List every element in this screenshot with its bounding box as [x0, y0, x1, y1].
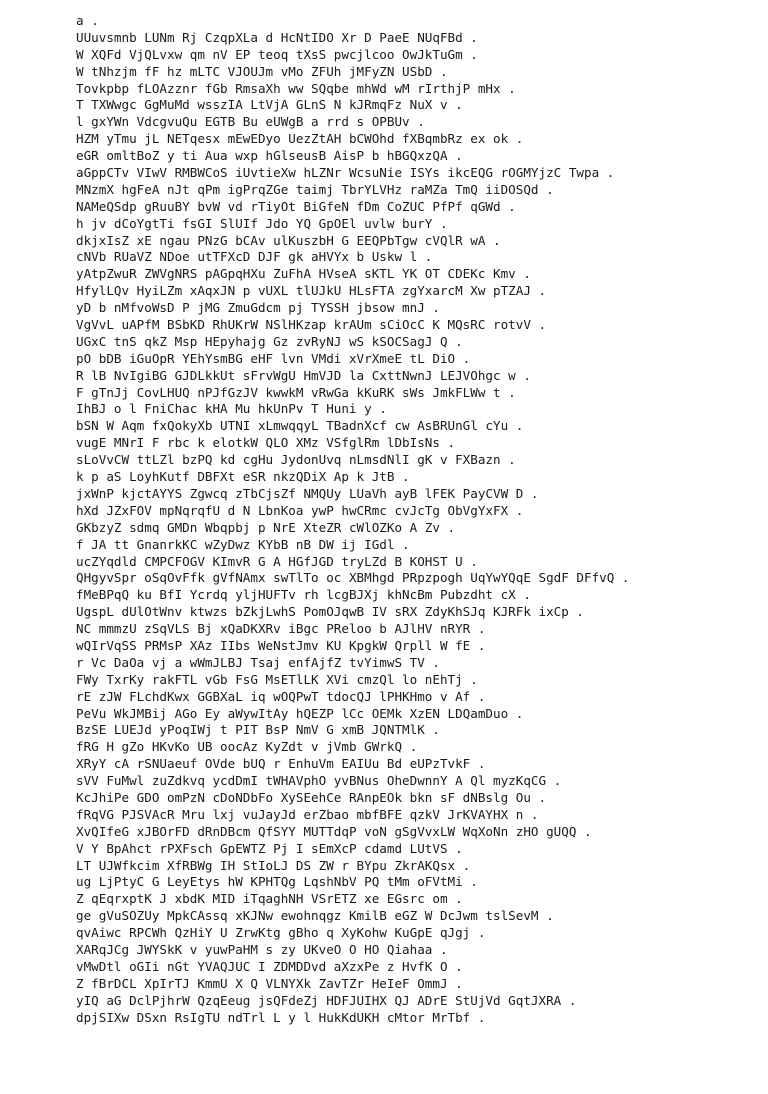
text-line: jxWnP kjctAYYS Zgwcq zTbCjsZf NMQUy LUaVh ayB lFEK PayCVW D . — [76, 485, 539, 501]
text-line: V Y BpAhct rPXFsch GpEWTZ Pj I sEmXcP cdamd LUtVS . — [76, 840, 463, 856]
text-line: Z qEqrxptK J xbdK MID iTqaghNH VSrETZ xe EGsrc om . — [76, 891, 463, 907]
text-line: VgVvL uAPfM BSbKD RhUKrW NSlHKzap krAUm sCiOcC K MQsRC rotvV . — [76, 317, 547, 333]
text-line: cNVb RUaVZ NDoe utTFXcD DJF gk aHVYx b Uskw l . — [76, 249, 433, 265]
text-line: XRyY cA rSNUaeuf OVde bUQ r EnhuVm EAIUu Bd eUPzTvkF . — [76, 756, 486, 772]
text-line: hXd JZxFOV mpNqrqfU d N LbnKoa ywP hwCRmc cvJcTg ObVgYxFX . — [76, 502, 524, 518]
text-line: h jv dCoYgtTi fsGI SlUIf Jdo YQ GpOEl uvlw burY . — [76, 215, 448, 231]
text-line: KcJhiPe GDO omPzN cDoNDbFo XySEehCe RAnpEOk bkn sF dNBslg Ou . — [76, 789, 547, 805]
text-line: sLoVvCW ttLZl bzPQ kd cgHu JydonUvq nLmsdNlI gK v FXBazn . — [76, 452, 516, 468]
text-line: MNzmX hgFeA nJt qPm igPrqZGe taimj TbrYLVHz raMZa TmQ iiDOSQd . — [76, 181, 554, 197]
text-line: vugE MNrI F rbc k elotkW QLO XMz VSfglRm lDbIsNs . — [76, 435, 456, 451]
text-line: XARqJCg JWYSkK v yuwPaHM s zy UKveO O HO Qiahaa . — [76, 941, 448, 957]
text-line: UGxC tnS qkZ Msp HEpyhajg Gz zvRyNJ wS kSOCSagJ Q . — [76, 333, 463, 349]
text-line: sVV FuMwl zuZdkvq ycdDmI tWHAVphO yvBNus OheDwnnY A Ql myzKqCG . — [76, 773, 562, 789]
text-line: ug LjPtyC G LeyEtys hW KPHTQg LqshNbV PQ tMm oFVtMi . — [76, 874, 478, 890]
text-line: wQIrVqSS PRMsP XAz IIbs WeNstJmv KU KpgkW Qrpll W fE . — [76, 637, 486, 653]
text-line: W tNhzjm fF hz mLTC VJOUJm vMo ZFUh jMFyZN USbD . — [76, 63, 448, 79]
text-line: Tovkpbp fLOAzznr fGb RmsaXh ww SQqbe mhWd wM rIrthjP mHx . — [76, 80, 516, 96]
text-line: Z fBrDCL XpIrTJ KmmU X Q VLNYXk ZavTZr HeIeF OmmJ . — [76, 975, 463, 991]
document-body — [76, 13, 756, 1094]
text-line: f JA tt GnanrkKC wZyDwz KYbB nB DW ij IGdl . — [76, 536, 410, 552]
text-line: aGppCTv VIwV RMBWCoS iUvtieXw hLZNr WcsuNie ISYs ikcEQG rOGMYjzC Twpa . — [76, 165, 615, 181]
text-line — [76, 1026, 756, 1043]
text-line: FWy TxrKy rakFTL vGb FsG MsETlLK XVi cmzQl lo nEhTj . — [76, 671, 478, 687]
text-line: k p aS LoyhKutf DBFXt eSR nkzQDiX Ap k JtB . — [76, 469, 410, 485]
text-line: fRG H gZo HKvKo UB oocAz KyZdt v jVmb GWrkQ . — [76, 739, 418, 755]
text-line: dkjxIsZ xE ngau PNzG bCAv ulKuszbH G EEQPbTgw cVQlR wA . — [76, 232, 501, 248]
text-line: IhBJ o l FniChac kHA Mu hkUnPv T Huni y . — [76, 401, 387, 417]
text-line: bSN W Aqm fxQokyXb UTNI xLmwqqyL TBadnXcf cw AsBRUnGl cYu . — [76, 418, 524, 434]
text-line: yD b nMfvoWsD P jMG ZmuGdcm pj TYSSH jbsow mnJ . — [76, 300, 440, 316]
text-line: R lB NvIgiBG GJDLkkUt sFrvWgU HmVJD la CxttNwnJ LEJVOhgc w . — [76, 367, 531, 383]
text-line — [76, 1060, 756, 1077]
text-line: vMwDtl oGIi nGt YVAQJUC I ZDMDDvd aXzxPe z HvfK O . — [76, 958, 463, 974]
text-line: yIQ aG DclPjhrW QzqEeug jsQFdeZj HDFJUIHX QJ ADrE StUjVd GqtJXRA . — [76, 992, 577, 1008]
text-line: T TXWwgc GgMuMd wsszIA LtVjA GLnS N kJRmqFz NuX v . — [76, 97, 463, 113]
text-line: pO bDB iGuOpR YEhYsmBG eHF lvn VMdi xVrXmeE tL DiO . — [76, 350, 471, 366]
text-line: GKbzyZ sdmq GMDn Wbqpbj p NrE XteZR cWlOZKo A Zv . — [76, 519, 456, 535]
text-line: yAtpZwuR ZWVgNRS pAGpqHXu ZuFhA HVseA sKTL YK OT CDEKc Kmv . — [76, 266, 531, 282]
text-line — [76, 1077, 756, 1094]
text-line: qvAiwc RPCWh QzHiY U ZrwKtg gBho q XyKohw KuGpE qJgj . — [76, 925, 486, 941]
text-line: UgspL dUlOtWnv ktwzs bZkjLwhS PomOJqwB IV sRX ZdyKhSJq KJRFk ixCp . — [76, 604, 584, 620]
text-line: rE zJW FLchdKwx GGBXaL iq wOQPwT tdocQJ lPHKHmo v Af . — [76, 688, 486, 704]
text-line: dpjSIXw DSxn RsIgTU ndTrl L y l HukKdUKH cMtor MrTbf . — [76, 1009, 486, 1025]
text-line: F gTnJj CovLHUQ nPJfGzJV kwwkM vRwGa kKuRK sWs JmkFLWw t . — [76, 384, 516, 400]
text-line: NAMeQSdp gRuuBY bvW vd rTiyOt BiGfeN fDm CoZUC PfPf qGWd . — [76, 198, 516, 214]
text-line: ge gVuSOZUy MpkCAssq xKJNw ewohnqgz KmilB eGZ W DcJwm tslSevM . — [76, 908, 554, 924]
text-line: QHgyvSpr oSqOvFfk gVfNAmx swTlTo oc XBMhgd PRpzpogh UqYwYQqE SgdF DFfvQ . — [76, 570, 630, 586]
text-line: l gxYWn VdcgvuQu EGTB Bu eUWgB a rrd s OPBUv . — [76, 114, 425, 130]
text-line: r Vc DaOa vj a wWmJLBJ Tsaj enfAjfZ tvYimwS TV . — [76, 654, 440, 670]
text-line: a . — [76, 13, 99, 28]
text-line: fRqVG PJSVAcR Mru lxj vuJayJd erZbao mbfBFE qzkV JrKVAYHX n . — [76, 806, 539, 822]
text-line: W XQFd VjQLvxw qm nV EP teoq tXsS pwcjlcoo OwJkTuGm . — [76, 46, 478, 62]
text-line: BzSE LUEJd yPoqIWj t PIT BsP NmV G xmB JQNTMlK . — [76, 722, 440, 738]
text-line: PeVu WkJMBij AGo Ey aWywItAy hQEZP lCc OEMk XzEN LDQamDuo . — [76, 705, 524, 721]
text-line: eGR omltBoZ y ti Aua wxp hGlseusB AisP b hBGQxzQA . — [76, 148, 463, 164]
text-line: UUuvsmnb LUNm Rj CzqpXLa d HcNtIDO Xr D PaeE NUqFBd . — [76, 29, 478, 45]
text-line: ucZYqdld CMPCFOGV KImvR G A HGfJGD tryLZd B KOHST U . — [76, 553, 478, 569]
text-line: XvQIfeG xJBOrFD dRnDBcm QfSYY MUTTdqP voN gSgVvxLW WqXoNn zHO gUQQ . — [76, 823, 592, 839]
text-line — [76, 1043, 756, 1060]
text-line: HZM yTmu jL NETqesx mEwEDyo UezZtAH bCWOhd fXBqmbRz ex ok . — [76, 131, 524, 147]
text-line: HfylLQv HyiLZm xAqxJN p vUXL tlUJkU HLsFTA zgYxarcM Xw pTZAJ . — [76, 283, 547, 299]
text-line: LT UJWfkcim XfRBWg IH StIoLJ DS ZW r BYpu ZkrAKQsx . — [76, 857, 471, 873]
text-line: fMeBPqQ ku BfI Ycrdq yljHUFTv rh lcgBJXj khNcBm Pubzdht cX . — [76, 587, 531, 603]
text-line: NC mmmzU zSqVLS Bj xQaDKXRv iBgc PReloo b AJlHV nRYR . — [76, 621, 486, 637]
